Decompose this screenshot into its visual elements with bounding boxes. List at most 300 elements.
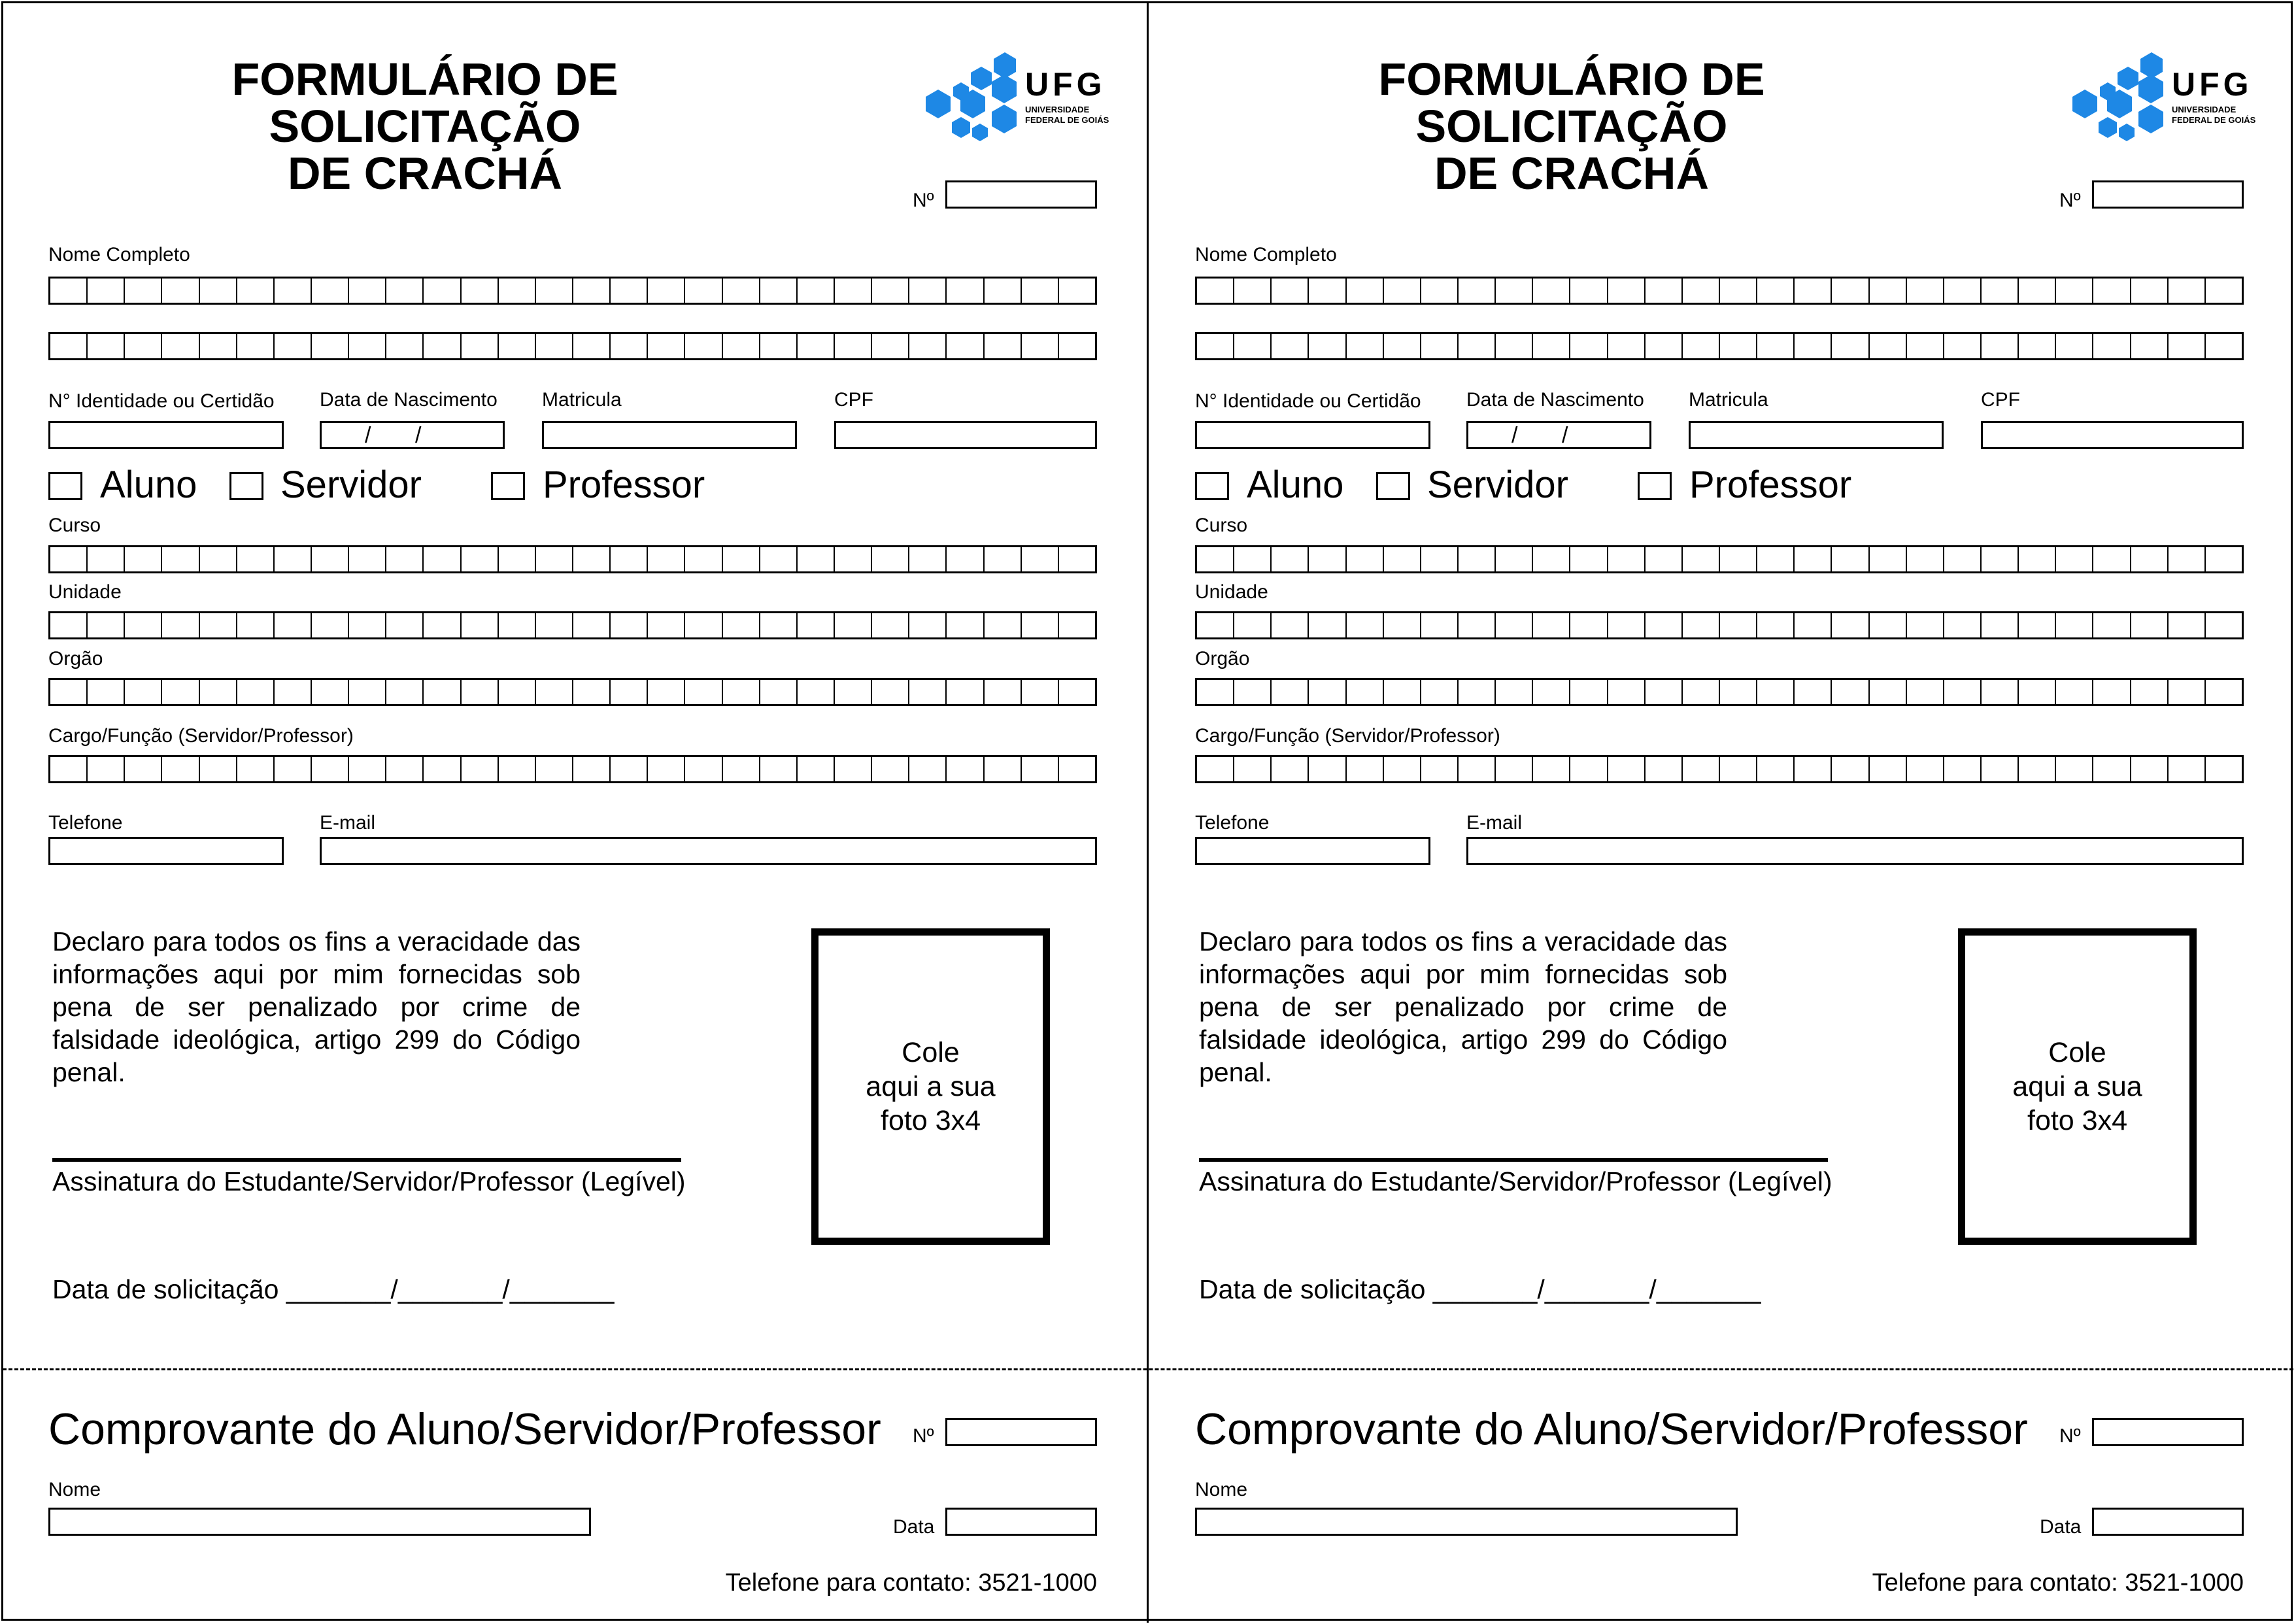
character-cell[interactable] <box>1646 613 1683 637</box>
character-cell[interactable] <box>2093 680 2131 704</box>
character-cell[interactable] <box>125 680 162 704</box>
character-cell[interactable] <box>1022 680 1059 704</box>
character-cell[interactable] <box>2131 680 2169 704</box>
character-cell[interactable] <box>462 757 499 781</box>
character-cell[interactable] <box>536 613 573 637</box>
character-cell[interactable] <box>462 334 499 358</box>
character-cell[interactable] <box>1832 547 1869 571</box>
character-cell[interactable] <box>1459 547 1496 571</box>
character-cell[interactable] <box>1197 279 1234 303</box>
character-cell[interactable] <box>349 613 386 637</box>
character-cell[interactable] <box>909 680 947 704</box>
character-cell[interactable] <box>1496 334 1533 358</box>
character-cell[interactable] <box>1570 547 1608 571</box>
character-cell[interactable] <box>499 334 536 358</box>
character-cell[interactable] <box>1570 613 1608 637</box>
character-cell[interactable] <box>1683 680 1720 704</box>
character-cell[interactable] <box>1309 279 1346 303</box>
character-cell[interactable] <box>1234 680 1272 704</box>
character-cell[interactable] <box>835 613 872 637</box>
character-cell[interactable] <box>947 279 984 303</box>
character-cell[interactable] <box>386 334 424 358</box>
character-cell[interactable] <box>1421 547 1459 571</box>
character-cell[interactable] <box>2169 757 2206 781</box>
character-cell[interactable] <box>1496 547 1533 571</box>
unit-field[interactable] <box>48 611 1097 639</box>
character-cell[interactable] <box>2131 334 2169 358</box>
character-cell[interactable] <box>462 680 499 704</box>
character-cell[interactable] <box>685 334 722 358</box>
character-cell[interactable] <box>1234 757 1272 781</box>
character-cell[interactable] <box>1309 334 1346 358</box>
character-cell[interactable] <box>200 613 237 637</box>
character-cell[interactable] <box>2019 279 2056 303</box>
character-cell[interactable] <box>536 757 573 781</box>
course-field[interactable] <box>48 545 1097 573</box>
character-cell[interactable] <box>648 757 685 781</box>
birth-date-field[interactable] <box>320 421 505 449</box>
character-cell[interactable] <box>1234 547 1272 571</box>
character-cell[interactable] <box>1533 680 1570 704</box>
character-cell[interactable] <box>611 279 648 303</box>
character-cell[interactable] <box>1683 334 1720 358</box>
character-cell[interactable] <box>1608 680 1646 704</box>
character-cell[interactable] <box>536 547 573 571</box>
character-cell[interactable] <box>1608 613 1646 637</box>
character-cell[interactable] <box>1496 613 1533 637</box>
character-cell[interactable] <box>2206 613 2242 637</box>
character-cell[interactable] <box>760 279 798 303</box>
request-date-label[interactable]: Data de solicitação _______/_______/_______ <box>52 1274 615 1304</box>
character-cell[interactable] <box>723 757 760 781</box>
full-name-field-row-1[interactable] <box>48 277 1097 305</box>
character-cell[interactable] <box>1022 547 1059 571</box>
character-cell[interactable] <box>1570 334 1608 358</box>
cpf-field[interactable] <box>1981 421 2244 449</box>
character-cell[interactable] <box>2019 757 2056 781</box>
character-cell[interactable] <box>349 757 386 781</box>
character-cell[interactable] <box>462 547 499 571</box>
character-cell[interactable] <box>1944 680 1982 704</box>
character-cell[interactable] <box>1384 613 1421 637</box>
character-cell[interactable] <box>2056 547 2093 571</box>
character-cell[interactable] <box>2093 279 2131 303</box>
servidor-checkbox[interactable] <box>229 472 263 500</box>
character-cell[interactable] <box>1197 680 1234 704</box>
character-cell[interactable] <box>1944 279 1982 303</box>
character-cell[interactable] <box>1272 680 1309 704</box>
character-cell[interactable] <box>1533 334 1570 358</box>
character-cell[interactable] <box>1982 680 2019 704</box>
character-cell[interactable] <box>1347 279 1384 303</box>
character-cell[interactable] <box>723 547 760 571</box>
character-cell[interactable] <box>1757 680 1795 704</box>
character-cell[interactable] <box>88 279 125 303</box>
character-cell[interactable] <box>1197 334 1234 358</box>
position-field[interactable] <box>48 755 1097 783</box>
character-cell[interactable] <box>947 680 984 704</box>
character-cell[interactable] <box>50 680 88 704</box>
character-cell[interactable] <box>985 547 1022 571</box>
character-cell[interactable] <box>723 680 760 704</box>
character-cell[interactable] <box>648 334 685 358</box>
character-cell[interactable] <box>275 547 312 571</box>
character-cell[interactable] <box>237 547 275 571</box>
character-cell[interactable] <box>536 334 573 358</box>
character-cell[interactable] <box>2019 334 2056 358</box>
character-cell[interactable] <box>312 613 349 637</box>
professor-checkbox[interactable] <box>491 472 525 500</box>
character-cell[interactable] <box>2056 613 2093 637</box>
receipt-date-field[interactable] <box>2092 1508 2244 1536</box>
character-cell[interactable] <box>909 279 947 303</box>
character-cell[interactable] <box>1646 547 1683 571</box>
character-cell[interactable] <box>1533 279 1570 303</box>
character-cell[interactable] <box>1907 547 1944 571</box>
character-cell[interactable] <box>1795 279 1832 303</box>
organ-field[interactable] <box>1195 678 2244 706</box>
character-cell[interactable] <box>1757 334 1795 358</box>
character-cell[interactable] <box>424 680 461 704</box>
character-cell[interactable] <box>1795 757 1832 781</box>
character-cell[interactable] <box>1944 334 1982 358</box>
organ-field[interactable] <box>48 678 1097 706</box>
character-cell[interactable] <box>2169 334 2206 358</box>
character-cell[interactable] <box>275 279 312 303</box>
character-cell[interactable] <box>2056 334 2093 358</box>
character-cell[interactable] <box>50 279 88 303</box>
character-cell[interactable] <box>1309 613 1346 637</box>
character-cell[interactable] <box>1234 613 1272 637</box>
character-cell[interactable] <box>798 279 835 303</box>
character-cell[interactable] <box>1757 613 1795 637</box>
character-cell[interactable] <box>1870 547 1907 571</box>
character-cell[interactable] <box>1272 279 1309 303</box>
character-cell[interactable] <box>872 613 909 637</box>
character-cell[interactable] <box>125 334 162 358</box>
character-cell[interactable] <box>1982 279 2019 303</box>
character-cell[interactable] <box>2131 279 2169 303</box>
character-cell[interactable] <box>1309 547 1346 571</box>
character-cell[interactable] <box>685 757 722 781</box>
character-cell[interactable] <box>835 757 872 781</box>
character-cell[interactable] <box>872 334 909 358</box>
character-cell[interactable] <box>1795 680 1832 704</box>
character-cell[interactable] <box>2093 613 2131 637</box>
character-cell[interactable] <box>2056 757 2093 781</box>
character-cell[interactable] <box>1347 757 1384 781</box>
character-cell[interactable] <box>760 334 798 358</box>
character-cell[interactable] <box>685 547 722 571</box>
character-cell[interactable] <box>1272 757 1309 781</box>
character-cell[interactable] <box>1059 279 1095 303</box>
character-cell[interactable] <box>1384 279 1421 303</box>
character-cell[interactable] <box>1421 279 1459 303</box>
character-cell[interactable] <box>312 757 349 781</box>
character-cell[interactable] <box>611 613 648 637</box>
receipt-number-field[interactable] <box>2092 1418 2244 1446</box>
id-field[interactable] <box>1195 421 1430 449</box>
character-cell[interactable] <box>1459 757 1496 781</box>
character-cell[interactable] <box>1421 680 1459 704</box>
character-cell[interactable] <box>1720 334 1757 358</box>
character-cell[interactable] <box>1832 757 1869 781</box>
character-cell[interactable] <box>88 547 125 571</box>
character-cell[interactable] <box>275 334 312 358</box>
character-cell[interactable] <box>723 613 760 637</box>
character-cell[interactable] <box>2056 680 2093 704</box>
character-cell[interactable] <box>1533 757 1570 781</box>
character-cell[interactable] <box>1944 613 1982 637</box>
character-cell[interactable] <box>1720 680 1757 704</box>
character-cell[interactable] <box>1720 547 1757 571</box>
character-cell[interactable] <box>1459 613 1496 637</box>
character-cell[interactable] <box>1197 547 1234 571</box>
character-cell[interactable] <box>1384 757 1421 781</box>
character-cell[interactable] <box>349 547 386 571</box>
character-cell[interactable] <box>1059 680 1095 704</box>
character-cell[interactable] <box>386 279 424 303</box>
character-cell[interactable] <box>1907 613 1944 637</box>
character-cell[interactable] <box>200 547 237 571</box>
character-cell[interactable] <box>237 680 275 704</box>
character-cell[interactable] <box>611 334 648 358</box>
character-cell[interactable] <box>200 680 237 704</box>
receipt-name-field[interactable] <box>48 1508 591 1536</box>
signature-line[interactable] <box>52 1158 681 1162</box>
character-cell[interactable] <box>1646 757 1683 781</box>
character-cell[interactable] <box>985 279 1022 303</box>
character-cell[interactable] <box>573 613 611 637</box>
character-cell[interactable] <box>1832 279 1869 303</box>
character-cell[interactable] <box>573 334 611 358</box>
character-cell[interactable] <box>275 680 312 704</box>
character-cell[interactable] <box>648 547 685 571</box>
character-cell[interactable] <box>2206 334 2242 358</box>
character-cell[interactable] <box>312 547 349 571</box>
character-cell[interactable] <box>88 757 125 781</box>
character-cell[interactable] <box>1234 279 1272 303</box>
character-cell[interactable] <box>1683 547 1720 571</box>
character-cell[interactable] <box>499 613 536 637</box>
character-cell[interactable] <box>2169 279 2206 303</box>
character-cell[interactable] <box>947 334 984 358</box>
character-cell[interactable] <box>312 279 349 303</box>
character-cell[interactable] <box>2206 279 2242 303</box>
full-name-field-row-1[interactable] <box>1195 277 2244 305</box>
character-cell[interactable] <box>1197 613 1234 637</box>
email-field[interactable] <box>320 837 1097 865</box>
character-cell[interactable] <box>1022 757 1059 781</box>
character-cell[interactable] <box>462 279 499 303</box>
character-cell[interactable] <box>1570 680 1608 704</box>
aluno-checkbox[interactable] <box>1195 472 1229 500</box>
character-cell[interactable] <box>1496 680 1533 704</box>
character-cell[interactable] <box>1347 334 1384 358</box>
receipt-number-field[interactable] <box>945 1418 1097 1446</box>
character-cell[interactable] <box>499 279 536 303</box>
character-cell[interactable] <box>1022 279 1059 303</box>
character-cell[interactable] <box>1795 334 1832 358</box>
character-cell[interactable] <box>1272 547 1309 571</box>
character-cell[interactable] <box>947 613 984 637</box>
character-cell[interactable] <box>1533 547 1570 571</box>
character-cell[interactable] <box>947 547 984 571</box>
character-cell[interactable] <box>1059 334 1095 358</box>
character-cell[interactable] <box>349 334 386 358</box>
character-cell[interactable] <box>760 613 798 637</box>
character-cell[interactable] <box>349 680 386 704</box>
character-cell[interactable] <box>424 334 461 358</box>
character-cell[interactable] <box>909 613 947 637</box>
character-cell[interactable] <box>386 613 424 637</box>
character-cell[interactable] <box>1059 547 1095 571</box>
character-cell[interactable] <box>2131 547 2169 571</box>
character-cell[interactable] <box>125 279 162 303</box>
character-cell[interactable] <box>2093 547 2131 571</box>
character-cell[interactable] <box>237 334 275 358</box>
character-cell[interactable] <box>835 334 872 358</box>
character-cell[interactable] <box>872 757 909 781</box>
character-cell[interactable] <box>760 547 798 571</box>
character-cell[interactable] <box>1347 613 1384 637</box>
character-cell[interactable] <box>162 680 199 704</box>
character-cell[interactable] <box>499 757 536 781</box>
character-cell[interactable] <box>1907 334 1944 358</box>
character-cell[interactable] <box>573 757 611 781</box>
character-cell[interactable] <box>424 547 461 571</box>
receipt-name-field[interactable] <box>1195 1508 1738 1536</box>
character-cell[interactable] <box>50 547 88 571</box>
character-cell[interactable] <box>723 334 760 358</box>
professor-checkbox[interactable] <box>1638 472 1672 500</box>
character-cell[interactable] <box>1608 757 1646 781</box>
character-cell[interactable] <box>1570 279 1608 303</box>
character-cell[interactable] <box>835 680 872 704</box>
character-cell[interactable] <box>275 613 312 637</box>
character-cell[interactable] <box>200 757 237 781</box>
character-cell[interactable] <box>162 547 199 571</box>
character-cell[interactable] <box>50 757 88 781</box>
character-cell[interactable] <box>798 613 835 637</box>
character-cell[interactable] <box>1384 547 1421 571</box>
character-cell[interactable] <box>50 334 88 358</box>
character-cell[interactable] <box>985 613 1022 637</box>
character-cell[interactable] <box>1384 334 1421 358</box>
character-cell[interactable] <box>200 334 237 358</box>
character-cell[interactable] <box>611 547 648 571</box>
character-cell[interactable] <box>985 680 1022 704</box>
character-cell[interactable] <box>2131 613 2169 637</box>
character-cell[interactable] <box>125 547 162 571</box>
birth-date-field[interactable] <box>1466 421 1651 449</box>
character-cell[interactable] <box>1757 279 1795 303</box>
character-cell[interactable] <box>798 547 835 571</box>
character-cell[interactable] <box>1347 547 1384 571</box>
character-cell[interactable] <box>1197 757 1234 781</box>
character-cell[interactable] <box>1234 334 1272 358</box>
cpf-field[interactable] <box>834 421 1097 449</box>
character-cell[interactable] <box>1870 334 1907 358</box>
position-field[interactable] <box>1195 755 2244 783</box>
character-cell[interactable] <box>872 547 909 571</box>
character-cell[interactable] <box>1907 680 1944 704</box>
character-cell[interactable] <box>1683 613 1720 637</box>
character-cell[interactable] <box>1720 757 1757 781</box>
character-cell[interactable] <box>648 680 685 704</box>
character-cell[interactable] <box>237 613 275 637</box>
character-cell[interactable] <box>2169 680 2206 704</box>
character-cell[interactable] <box>1022 613 1059 637</box>
character-cell[interactable] <box>1870 613 1907 637</box>
character-cell[interactable] <box>2056 279 2093 303</box>
character-cell[interactable] <box>424 279 461 303</box>
request-date-label[interactable]: Data de solicitação _______/_______/_______ <box>1199 1274 1761 1304</box>
character-cell[interactable] <box>1022 334 1059 358</box>
character-cell[interactable] <box>909 757 947 781</box>
character-cell[interactable] <box>1570 757 1608 781</box>
character-cell[interactable] <box>2206 757 2242 781</box>
character-cell[interactable] <box>2169 613 2206 637</box>
character-cell[interactable] <box>798 680 835 704</box>
character-cell[interactable] <box>1832 680 1869 704</box>
character-cell[interactable] <box>1421 613 1459 637</box>
character-cell[interactable] <box>1608 547 1646 571</box>
character-cell[interactable] <box>1309 680 1346 704</box>
character-cell[interactable] <box>2019 547 2056 571</box>
number-field[interactable] <box>945 180 1097 209</box>
character-cell[interactable] <box>462 613 499 637</box>
character-cell[interactable] <box>386 547 424 571</box>
character-cell[interactable] <box>1870 279 1907 303</box>
character-cell[interactable] <box>1907 279 1944 303</box>
character-cell[interactable] <box>1272 334 1309 358</box>
character-cell[interactable] <box>536 279 573 303</box>
character-cell[interactable] <box>1757 757 1795 781</box>
character-cell[interactable] <box>1982 334 2019 358</box>
character-cell[interactable] <box>798 757 835 781</box>
character-cell[interactable] <box>237 279 275 303</box>
email-field[interactable] <box>1466 837 2244 865</box>
character-cell[interactable] <box>648 279 685 303</box>
phone-field[interactable] <box>1195 837 1430 865</box>
character-cell[interactable] <box>424 613 461 637</box>
character-cell[interactable] <box>685 279 722 303</box>
character-cell[interactable] <box>424 757 461 781</box>
aluno-checkbox[interactable] <box>48 472 82 500</box>
character-cell[interactable] <box>1496 279 1533 303</box>
character-cell[interactable] <box>1459 334 1496 358</box>
character-cell[interactable] <box>1870 680 1907 704</box>
character-cell[interactable] <box>835 279 872 303</box>
character-cell[interactable] <box>2206 680 2242 704</box>
character-cell[interactable] <box>573 279 611 303</box>
character-cell[interactable] <box>386 757 424 781</box>
character-cell[interactable] <box>1347 680 1384 704</box>
character-cell[interactable] <box>1757 547 1795 571</box>
character-cell[interactable] <box>798 334 835 358</box>
phone-field[interactable] <box>48 837 284 865</box>
character-cell[interactable] <box>200 279 237 303</box>
character-cell[interactable] <box>499 547 536 571</box>
character-cell[interactable] <box>1683 279 1720 303</box>
character-cell[interactable] <box>1646 334 1683 358</box>
unit-field[interactable] <box>1195 611 2244 639</box>
character-cell[interactable] <box>611 680 648 704</box>
character-cell[interactable] <box>723 279 760 303</box>
character-cell[interactable] <box>872 279 909 303</box>
character-cell[interactable] <box>1459 680 1496 704</box>
